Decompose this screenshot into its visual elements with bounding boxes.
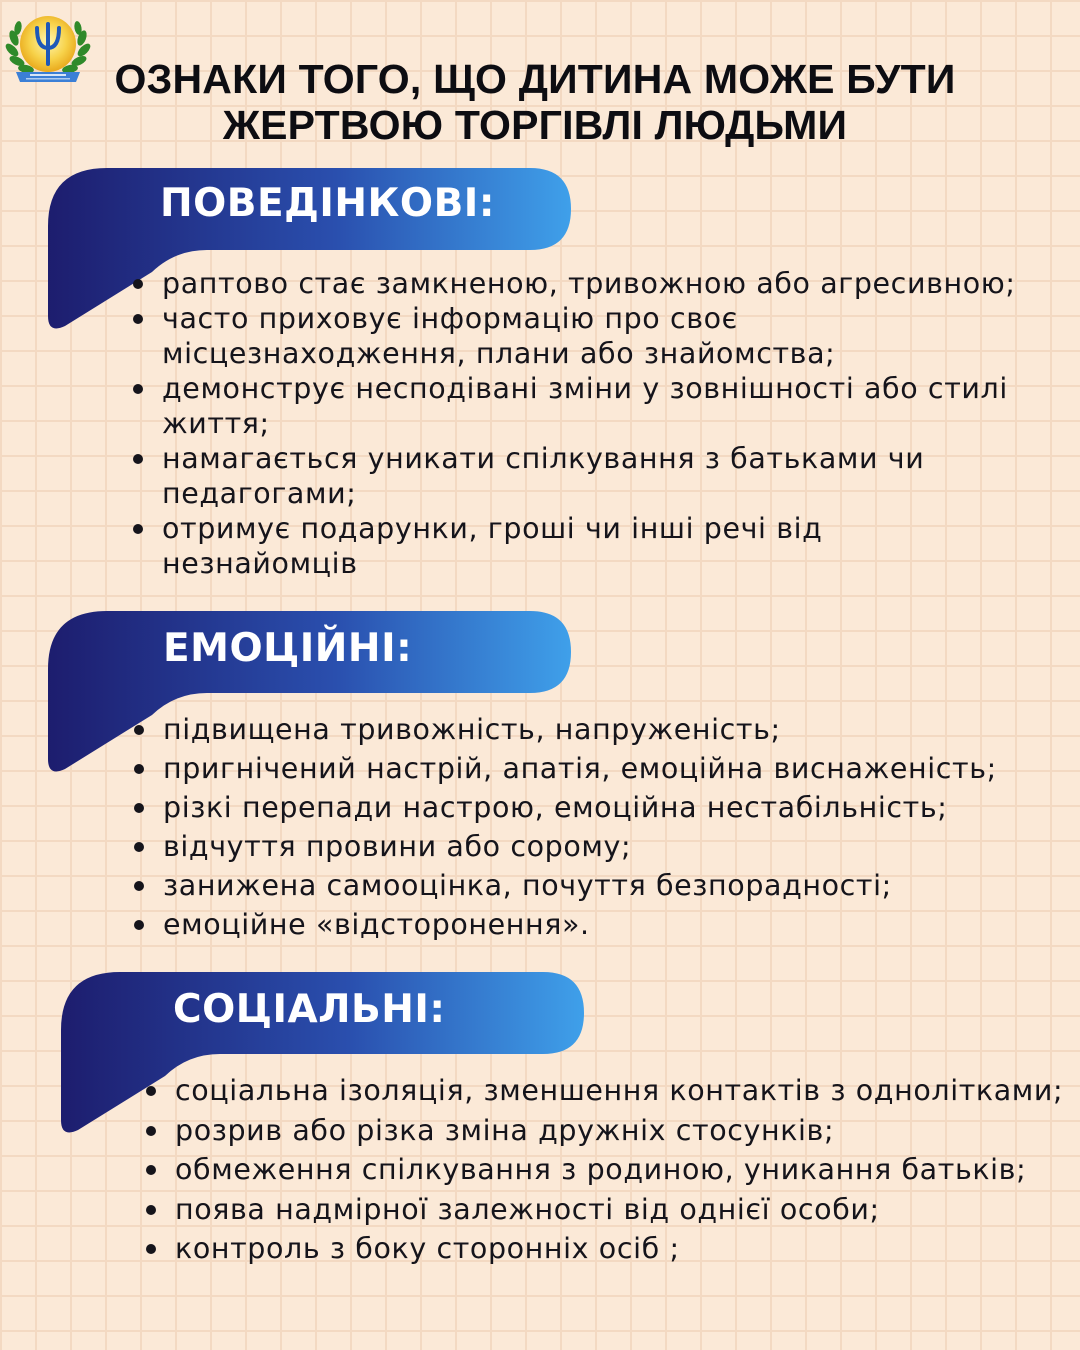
- behavioral-signs-list: [130, 266, 1065, 581]
- list-item: поява надмірної залежності від однієї особи;: [143, 1190, 1068, 1230]
- list-item: відчуття провини або сорому;: [131, 827, 1051, 866]
- page-title-line-2: ЖЕРТВОЮ ТОРГІВЛІ ЛЮДЬМИ: [222, 102, 848, 148]
- list-item: намагається уникати спілкування з батьками чи педагогами;: [130, 441, 1065, 511]
- list-item: емоційне «відсторонення».: [131, 905, 1051, 944]
- list-item: раптово стає замкненою, тривожною або агресивною;: [130, 266, 1065, 301]
- page-title-line-1: ОЗНАКИ ТОГО, ЩО ДИТИНА МОЖЕ БУТИ: [114, 56, 956, 102]
- section-heading: СОЦІАЛЬНІ:: [173, 987, 446, 1032]
- list-item: соціальна ізоляція, зменшення контактів з однолітками;: [143, 1071, 1068, 1111]
- list-item: контроль з боку сторонніх осіб ;: [143, 1229, 1068, 1269]
- logo: [4, 8, 92, 88]
- list-item: занижена самооцінка, почуття безпорадності;: [131, 866, 1051, 905]
- list-item: пригнічений настрій, апатія, емоційна виснаженість;: [131, 749, 1051, 788]
- emotional-signs-list: [131, 710, 1051, 944]
- list-item: різкі перепади настрою, емоційна нестабільність;: [131, 788, 1051, 827]
- page-title: [90, 56, 980, 148]
- list-item: отримує подарунки, гроші чи інші речі від незнайомців: [130, 511, 922, 581]
- psi-laurel-logo-icon: [4, 8, 92, 88]
- list-item: розрив або різка зміна дружніх стосунків;: [143, 1111, 1068, 1151]
- list-item: демонструє несподівані зміни у зовнішності або стилі життя;: [130, 371, 1065, 441]
- social-signs-list: [143, 1071, 1068, 1269]
- list-item: часто приховує інформацію про своє місцезнаходження, плани або знайомства;: [130, 301, 862, 371]
- section-heading: ЕМОЦІЙНІ:: [163, 626, 413, 671]
- section-heading: ПОВЕДІНКОВІ:: [160, 181, 495, 226]
- list-item: обмеження спілкування з родиною, уникання батьків;: [143, 1150, 1068, 1190]
- list-item: підвищена тривожність, напруженість;: [131, 710, 1051, 749]
